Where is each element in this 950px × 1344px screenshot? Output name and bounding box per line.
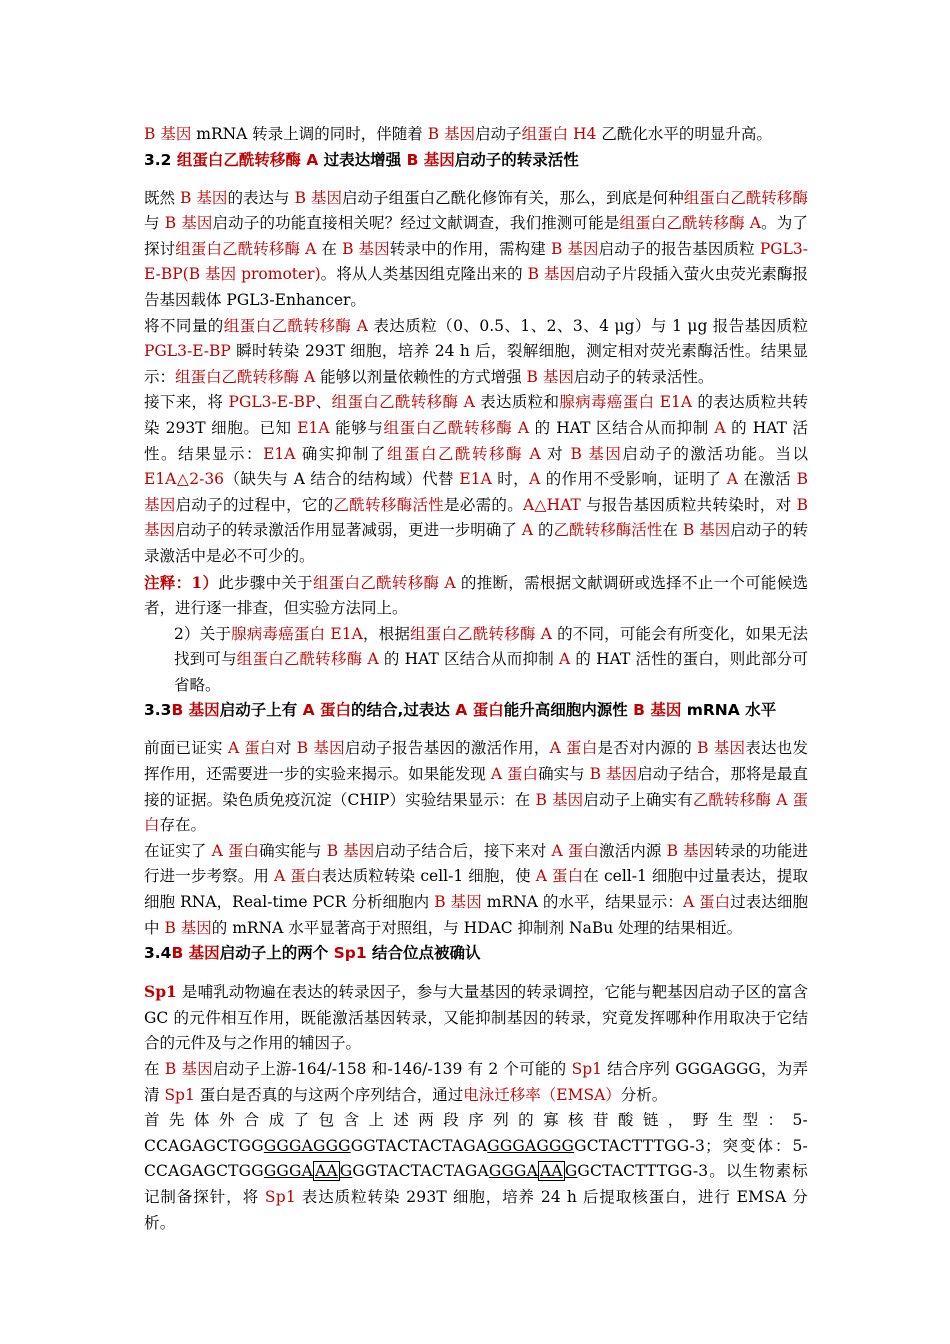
text-run: mRNA 的水平，结果显示： (481, 893, 683, 912)
highlighted-term: PGL3-E-BP (228, 393, 316, 412)
text-run: 的结合,过表达 (351, 701, 456, 720)
highlighted-term: A 蛋白 (551, 841, 599, 860)
text-run: 能够与 (329, 418, 384, 437)
text-run: （缺失与 A 结合的结构域）代替 (224, 470, 460, 489)
text-run: 存在。 (159, 816, 207, 835)
text-run: 的 HAT 区结合从而抑制 (529, 418, 715, 437)
text-run: 启动子片段插入萤火虫荧光素酶报告基因载体 PGL3-Enhancer。 (144, 265, 808, 309)
text-run: G (339, 1162, 353, 1181)
highlighted-term: B 基因 (171, 944, 220, 963)
highlighted-term: B 基因 (550, 239, 599, 258)
text-run: 能够以剂量依赖性的方式增强 (315, 367, 527, 386)
text-run: 启动子的转录激活作用显著减弱，更进一步明确了 (175, 521, 522, 540)
highlighted-term: B 基因 (527, 265, 575, 284)
text-run: 的 (533, 521, 554, 540)
text-run: 、 (315, 393, 332, 412)
highlighted-term: PGL3-E-BP (144, 342, 231, 361)
highlighted-term: E1A△2-36 (144, 470, 225, 489)
intro-paragraph (144, 122, 808, 148)
text-run: 确实能与 (259, 841, 327, 860)
highlighted-term: E1A (459, 470, 492, 489)
highlighted-term: 组蛋白乙酰转移酶 A (619, 214, 761, 233)
text-run: GCTACTTTGG-3；突变体：5-CCAGAGCTGG (144, 1136, 808, 1181)
text-run: 是哺乳动物遍在表达的转录因子，参与大量基因的转录调控，它能与靶基因启动子区的富含 GC 的元件相互作用，既能激活基因转录，又能抑制基因的转录，究竟发挥哪种作用取决于它结合的元件及与之作用的辅因子。 (144, 983, 808, 1053)
highlighted-term: A 蛋白 (682, 893, 731, 912)
text-run: 在 (662, 521, 683, 540)
highlighted-term: A 蛋白 (549, 739, 598, 758)
text-run: 与报告基因质粒共转染时，对 (580, 495, 797, 514)
text-run: 启动子上有 (219, 701, 303, 720)
text-run: 首先体外合成了包含上述两段序列的寡核苷酸链，野生型：5-CCAGAGCTGG (144, 1111, 808, 1155)
highlighted-term: B 基因 (666, 841, 715, 860)
highlighted-term: 组蛋白乙酰转移酶 A (331, 393, 475, 412)
text-run: 3.3 (144, 701, 172, 720)
text: 启动子的转录活性 (454, 150, 579, 169)
text-run: 接下来，将 (144, 393, 229, 412)
highlighted-term: B 基因 (570, 444, 623, 463)
highlighted-term: A (521, 521, 534, 540)
text-run: 启动子的转录激活中是必不可少的。 (144, 521, 808, 565)
text-run: 表达质粒转染 293T 细胞，培养 24 h 后提取核蛋白，进行 EMSA 分析。 (144, 1187, 809, 1232)
highlighted-term: Sp1 (333, 944, 367, 963)
text-run: 将不同量的 (144, 316, 224, 335)
section-number: 3.2 (144, 150, 177, 169)
note-label: 注释：1） (144, 572, 219, 592)
text-run: 在证实了 (144, 841, 212, 860)
highlighted-term: Sp1 (164, 1085, 195, 1104)
text-run: 激活内源 (599, 841, 667, 860)
highlighted-term: B 基因 (633, 701, 682, 720)
paragraph (144, 186, 808, 314)
wildtype-site: GGGAGGG (263, 1136, 351, 1155)
text-run: 前面已证实 (144, 739, 228, 758)
text-run: 在 (316, 239, 343, 258)
text-run: GGTACTACTAGA (352, 1162, 489, 1181)
term: 组蛋白乙酰转移酶 A (176, 150, 319, 169)
term: 组蛋白 H4 (521, 125, 597, 143)
highlighted-term: 乙酰转移酶活性 (553, 521, 663, 540)
text-run: 的表达质粒共转染 293T 细胞。已知 (144, 393, 808, 437)
text-run: 启动子的激活功能。当以 (622, 444, 808, 463)
text-run: 2）关于 (174, 624, 232, 643)
text-run: 表达也发挥作用，还需要进一步的实验来揭示。如果能发现 (144, 739, 808, 784)
text-run: 启动子上确实有 (583, 790, 693, 809)
highlighted-term: 组蛋白乙酰转移酶 A (175, 367, 316, 386)
text: mRNA 转录上调的同时，伴随着 (191, 125, 428, 143)
paragraph (144, 314, 808, 391)
highlighted-term: A 蛋白 (274, 867, 322, 886)
text-run: GGGA (263, 1162, 313, 1181)
highlighted-term: B 基因 (697, 739, 746, 758)
text-run: 对 (275, 739, 297, 758)
text-run: 启动子上的两个 (219, 944, 334, 963)
text-run: 确实抑制了 (295, 444, 387, 463)
section-heading-3-2 (144, 148, 808, 173)
text-run: 结合序列 GGGAGGG，为弄清 (144, 1060, 808, 1104)
highlighted-term: B 基因 (164, 918, 212, 937)
highlighted-term: Sp1 (571, 1060, 602, 1078)
highlighted-term: A (714, 418, 726, 437)
highlighted-term: B 基因 (164, 1060, 213, 1078)
text-run: 时， (491, 470, 530, 489)
text-run: 启动子的报告基因质粒 (598, 239, 760, 258)
text-run: ，根据 (362, 624, 411, 643)
highlighted-term: A△HAT (522, 495, 581, 514)
highlighted-term: 组蛋白乙酰转移酶 A (386, 444, 541, 463)
text-run: 在 cell-1 细胞中过量表达，提取细胞 RNA，Real-time PCR 分析细胞内 (144, 867, 808, 912)
section-heading-3-4 (144, 941, 808, 966)
mutation-box: AA (540, 1162, 563, 1181)
text-run: 启动子上游-164/-158 和-146/-139 有 2 个可能的 (212, 1060, 572, 1078)
text-run: 既然 (144, 188, 181, 207)
text-run: 转录的功能进行进一步考察。用 (144, 841, 808, 886)
highlighted-term: B 基因 (682, 521, 731, 540)
highlighted-term: 组蛋白乙酰转移酶 (683, 188, 808, 207)
highlighted-term: B 基因 (164, 214, 213, 233)
text-run: 蛋白是否真的与这两个序列结合，通过 (194, 1085, 464, 1104)
highlighted-term: 腺病毒癌蛋白 E1A (559, 393, 693, 412)
document-page (144, 122, 808, 1236)
highlighted-term: A (726, 470, 738, 489)
highlighted-term: B 基因 (171, 701, 220, 720)
text-run: 的 HAT 区结合从而抑制 (378, 650, 560, 669)
highlighted-term: A 蛋白 (302, 701, 351, 720)
paragraph (144, 736, 808, 838)
highlighted-term: A 蛋白 (535, 867, 584, 886)
highlighted-term: 乙酰转移酶 A 蛋白 (144, 790, 808, 835)
text-run: 的 HAT 活性。结果显示： (144, 418, 808, 463)
text-run: 的 mRNA 水平显著高于对照组，与 HDAC 抑制剂 NaBu 处理的结果相近。 (211, 918, 743, 937)
text-run: 启动子的功能直接相关呢？经过文献调查，我们推测可能是 (212, 214, 620, 233)
text-run: mRNA 水平 (681, 701, 777, 720)
highlighted-term: 组蛋白乙酰转移酶 A (410, 624, 552, 643)
highlighted-term: B 基因 (535, 790, 584, 809)
sequence-paragraph (144, 1108, 808, 1236)
text-run: 的 HAT 活性的蛋白，则此部分可省略。 (174, 650, 808, 694)
text-run: 是必需的。 (444, 495, 523, 514)
highlighted-term: B 基因 (180, 188, 228, 207)
text-run: 瞬时转染 293T 细胞，培养 24 h 后，裂解细胞，测定相对荧光素酶活性。结果显示： (144, 342, 808, 386)
highlighted-term: A 蛋白 (227, 739, 276, 758)
text-run: GGTACTACTAGA (350, 1136, 488, 1155)
highlighted-term: B 基因 (296, 739, 345, 758)
text-run: 启动子的过程中，它的 (175, 495, 334, 514)
wildtype-site: GGGAGGG (487, 1136, 575, 1155)
highlighted-term: PGL3-E-BP(B 基因 promoter) (144, 239, 809, 284)
text-run: 能升高细胞内源性 (503, 701, 634, 720)
text-run: G (564, 1162, 578, 1181)
highlighted-term: A 蛋白 (455, 701, 504, 720)
text-run: 在 (144, 1060, 165, 1078)
highlighted-term: 组蛋白乙酰转移酶 A (236, 650, 379, 669)
text-run: 启动子报告基因的激活作用， (344, 739, 550, 758)
text-run: 。将从人类基因组克隆出来的 (320, 265, 528, 284)
text-run: 与 (144, 214, 165, 233)
paragraph (144, 839, 808, 941)
text-run: 在激活 (737, 470, 797, 489)
highlighted-term: A (559, 650, 571, 669)
highlighted-term: B 基因 (294, 188, 342, 207)
text-run: 的不同，可能会有所变化，如果无法找到可与 (174, 624, 808, 669)
paragraph (144, 1057, 808, 1108)
paragraph (144, 979, 808, 1057)
text-run: 。为了探讨 (144, 214, 808, 258)
text-run: GCTACTTTGG-3。以生物素标记制备探针，将 (144, 1162, 808, 1206)
text-run: 对 (540, 444, 571, 463)
text: 启动子 (475, 125, 522, 143)
text-run: 确实与 (538, 765, 590, 784)
highlighted-term: Sp1 (264, 1187, 296, 1206)
highlighted-term: B 基因 (342, 239, 390, 258)
highlighted-term: B 基因 (144, 495, 808, 540)
text-run: 此步骤中关于 (218, 573, 313, 592)
term: B 基因 (406, 150, 455, 169)
highlighted-term: A 蛋白 (211, 841, 260, 860)
text-run: GGGA (488, 1162, 539, 1181)
highlighted-term: 组蛋白乙酰转移酶 A (175, 239, 317, 258)
highlighted-term: 电泳迁移率（EMSA） (463, 1085, 621, 1104)
highlighted-term: A (529, 470, 541, 489)
note-paragraph (144, 622, 808, 699)
mutant-site (264, 1161, 353, 1181)
text-run: 是否对内源的 (597, 739, 698, 758)
text-run: 的作用不受影响，证明了 (540, 470, 727, 489)
text: 过表达增强 (318, 150, 407, 169)
highlighted-term: A 蛋白 (490, 765, 539, 784)
text: 乙酰化水平的明显升高。 (596, 125, 772, 143)
text-run: 表达质粒转染 cell-1 细胞，使 (321, 867, 536, 886)
mutant-site (489, 1161, 578, 1181)
highlighted-term: 腺病毒癌蛋白 E1A (231, 624, 363, 643)
text-run: 的推断，需根据文献调研或选择不止一个可能候选者，进行逐一排查，但实验方法同上。 (144, 573, 808, 618)
highlighted-term: Sp1 (144, 982, 177, 1002)
highlighted-term: B 基因 (144, 470, 808, 514)
highlighted-term: 组蛋白乙酰转移酶 A (312, 573, 456, 592)
highlighted-term: B 基因 (526, 367, 574, 386)
highlighted-term: E1A (297, 418, 330, 437)
text-run: 的表达与 (227, 188, 295, 207)
text-run: 启动子组蛋白乙酰化修饰有关，那么，到底是何种 (341, 188, 684, 207)
term: B 基因 (144, 125, 192, 143)
text-run: 过表达细胞中 (144, 893, 808, 937)
text-run: 分析。 (620, 1085, 668, 1104)
text-run: 表达质粒（0、0.5、1、2、3、4 μg）与 1 μg 报告基因质粒 (367, 316, 809, 335)
text-run: 启动子的转录活性。 (573, 367, 714, 386)
text-run: 启动子结合后，接下来对 (374, 841, 552, 860)
highlighted-term: 组蛋白乙酰转移酶 A (223, 316, 368, 335)
text-run: 转录中的作用，需构建 (389, 239, 551, 258)
mutation-box: AA (314, 1162, 338, 1181)
highlighted-term: E1A (263, 444, 296, 463)
note-paragraph (144, 570, 808, 622)
highlighted-term: B 基因 (589, 765, 638, 784)
section-heading-3-3 (144, 698, 808, 723)
highlighted-term: B 基因 (434, 893, 482, 912)
paragraph (144, 390, 808, 569)
highlighted-term: B 基因 (326, 841, 375, 860)
text-run: 表达质粒和 (474, 393, 560, 412)
text-run: 启动子结合，那将是最直接的证据。染色质免疫沉淀（CHIP）实验结果显示：在 (144, 765, 808, 809)
text-run: 3.4 (144, 944, 172, 963)
highlighted-term: 乙酰转移酶活性 (333, 495, 445, 514)
highlighted-term: 组蛋白乙酰转移酶 A (383, 418, 530, 437)
term: B 基因 (427, 125, 476, 143)
text-run: 结合位点被确认 (366, 944, 481, 963)
